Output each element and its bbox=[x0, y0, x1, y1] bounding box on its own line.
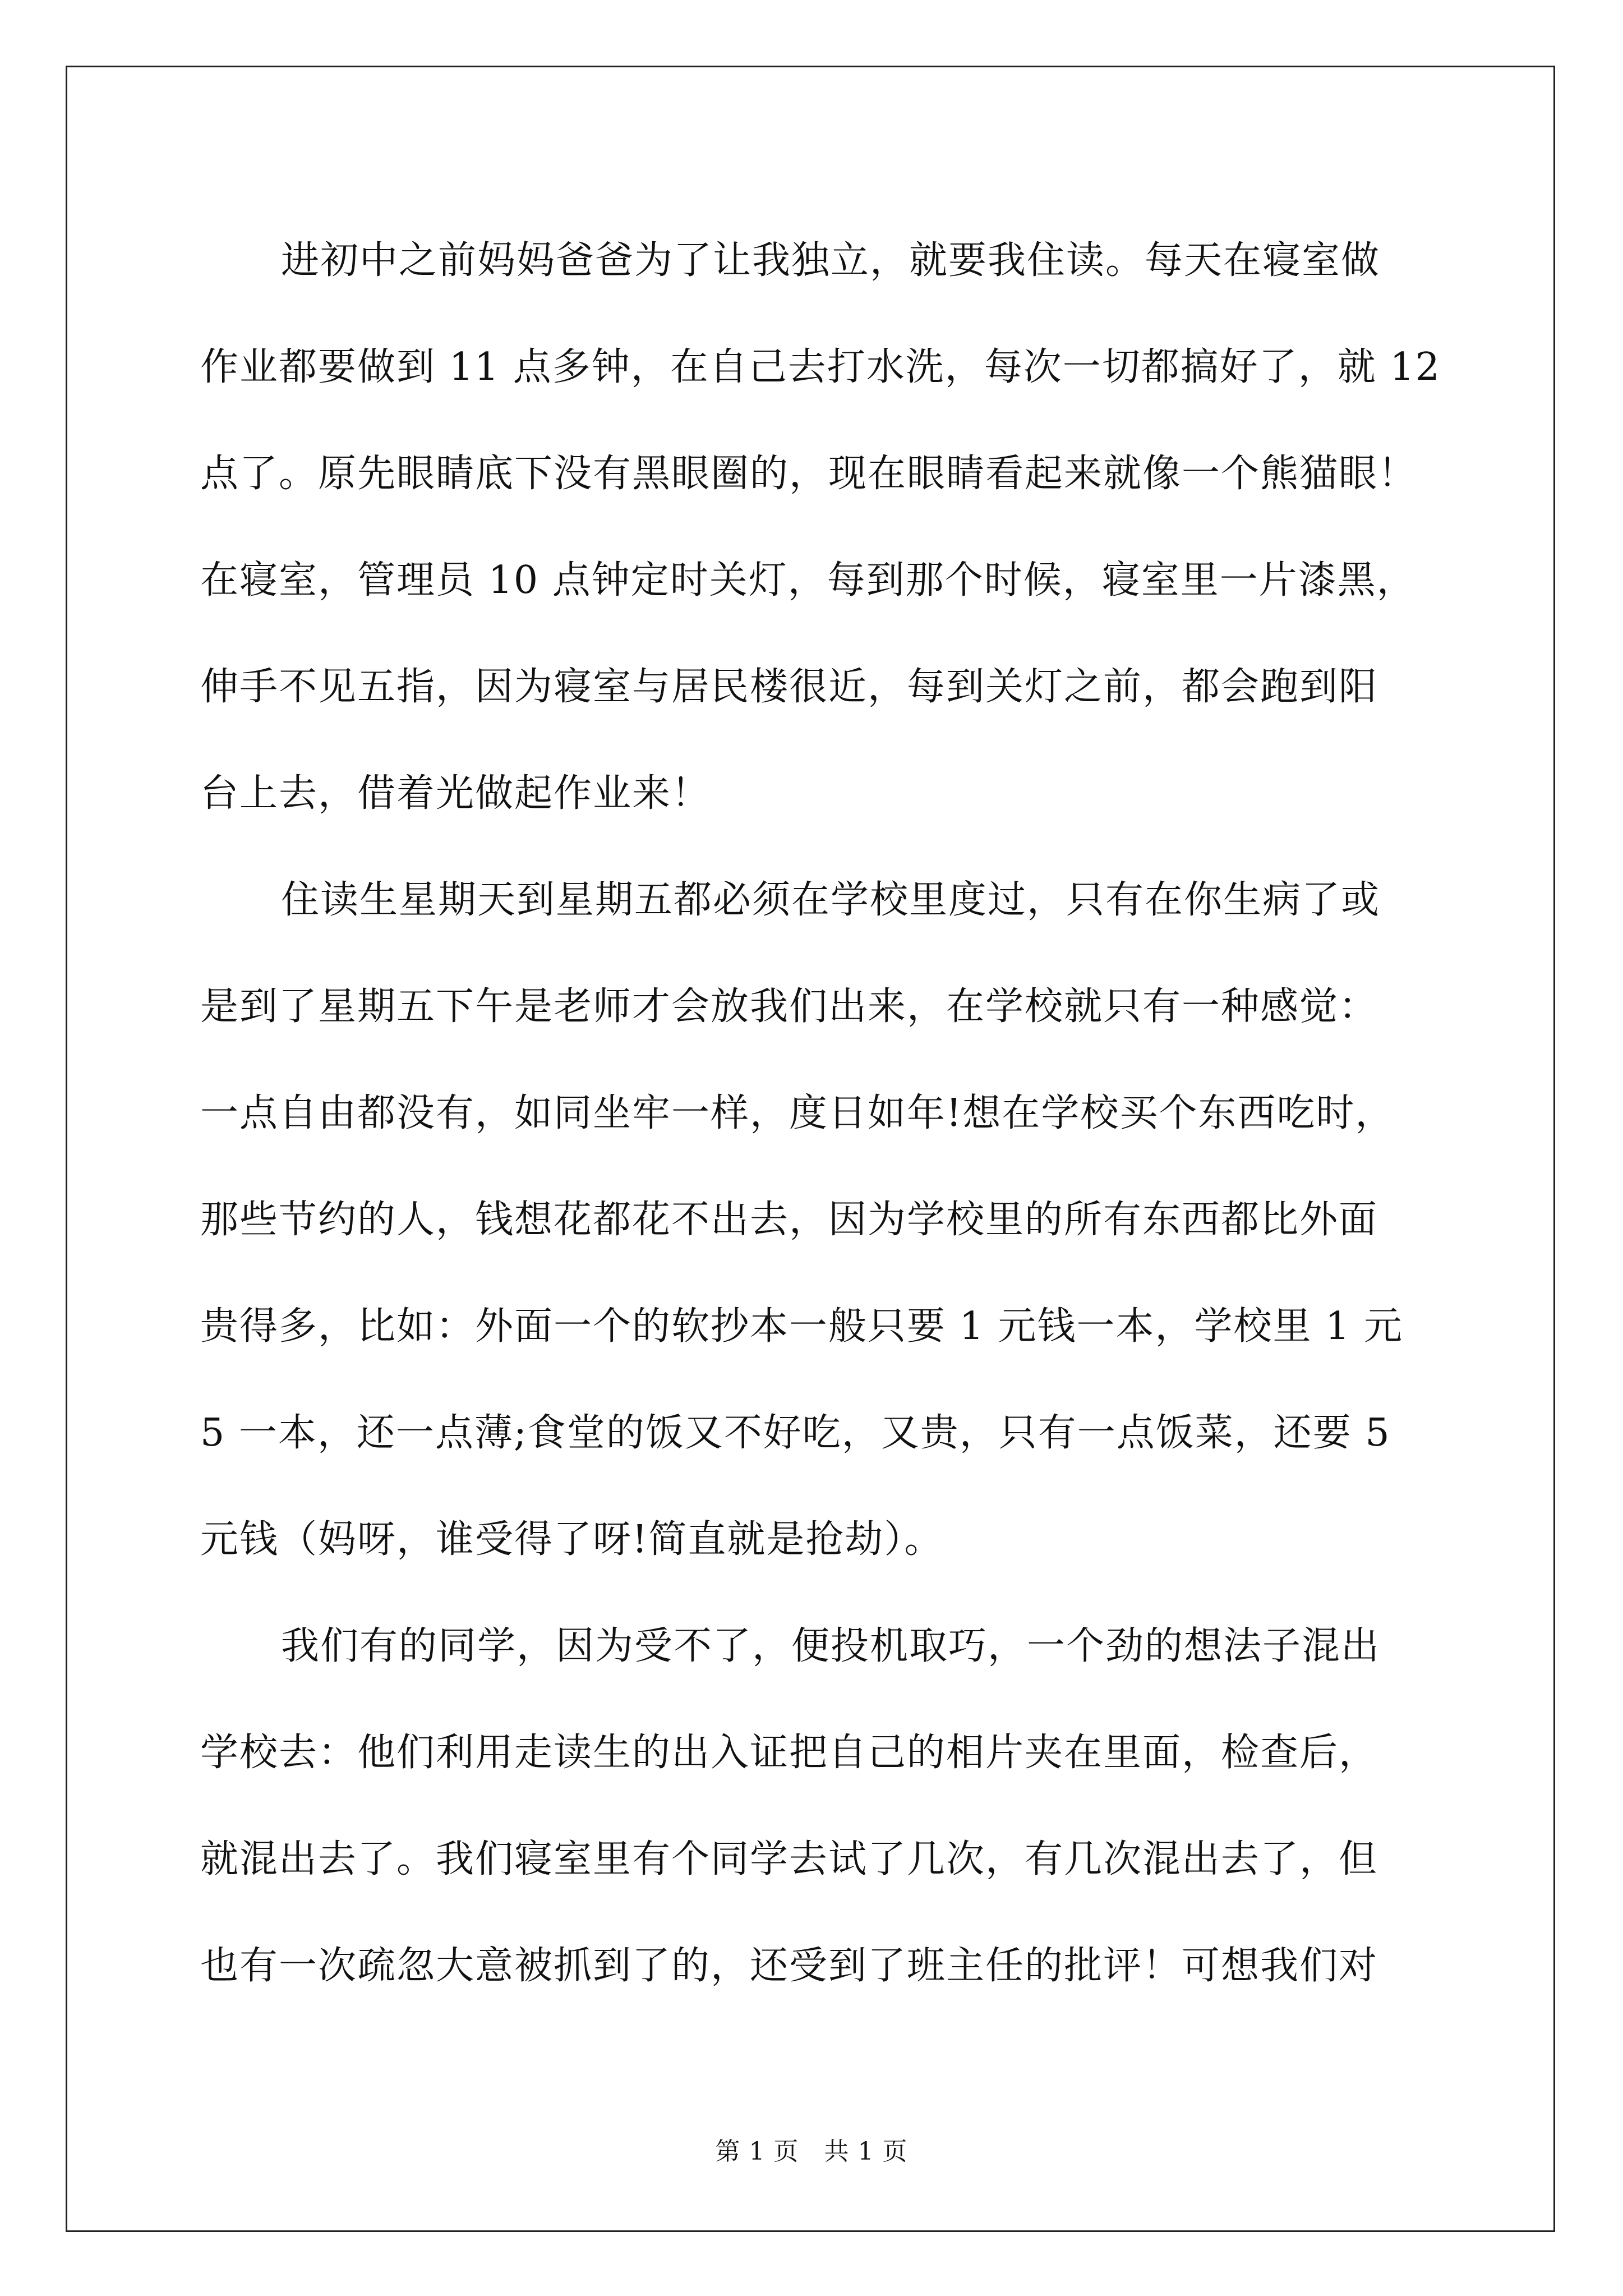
text-line: 进初中之前妈妈爸爸为了让我独立，就要我住读。每天在寝室做 bbox=[281, 238, 1381, 283]
text-line: 伸手不见五指，因为寝室与居民楼很近，每到关灯之前，都会跑到阳 bbox=[200, 665, 1378, 709]
text-line: 台上去，借着光做起作业来！ bbox=[200, 771, 711, 816]
text-line: 就混出去了。我们寝室里有个同学去试了几次，有几次混出去了，但 bbox=[200, 1837, 1378, 1881]
text-line: 一点自由都没有，如同坐牢一样，度日如年!想在学校买个东西吃时， bbox=[200, 1091, 1395, 1135]
text-line: 是到了星期五下午是老师才会放我们出来，在学校就只有一种感觉： bbox=[200, 984, 1378, 1029]
text-line: 点了。原先眼睛底下没有黑眼圈的，现在眼睛看起来就像一个熊猫眼！ bbox=[200, 452, 1418, 496]
text-line: 住读生星期天到星期五都必须在学校里度过，只有在你生病了或 bbox=[281, 878, 1381, 922]
text-line: 我们有的同学，因为受不了，便投机取巧，一个劲的想法子混出 bbox=[281, 1624, 1381, 1668]
text-line: 元钱（妈呀，谁受得了呀!简直就是抢劫）。 bbox=[200, 1517, 944, 1562]
page-footer: 第 1 页 共 1 页 bbox=[715, 2137, 908, 2166]
text-line: 贵得多，比如：外面一个的软抄本一般只要 1 元钱一本，学校里 1 元 bbox=[200, 1304, 1403, 1349]
text-line: 也有一次疏忽大意被抓到了的，还受到了班主任的批评！可想我们对 bbox=[200, 1944, 1378, 1988]
text-line: 5 一本，还一点薄;食堂的饭又不好吃，又贵，只有一点饭菜，还要 5 bbox=[200, 1411, 1391, 1455]
text-line: 在寝室，管理员 10 点钟定时关灯，每到那个时候，寝室里一片漆黑， bbox=[200, 558, 1416, 602]
text-line: 学校去：他们利用走读生的出入证把自己的相片夹在里面，检查后， bbox=[200, 1731, 1378, 1775]
text-line: 作业都要做到 11 点多钟，在自己去打水洗，每次一切都搞好了，就 12 bbox=[200, 345, 1441, 389]
document-body bbox=[200, 208, 1441, 2019]
text-line: 那些节约的人，钱想花都花不出去，因为学校里的所有东西都比外面 bbox=[200, 1198, 1378, 1242]
